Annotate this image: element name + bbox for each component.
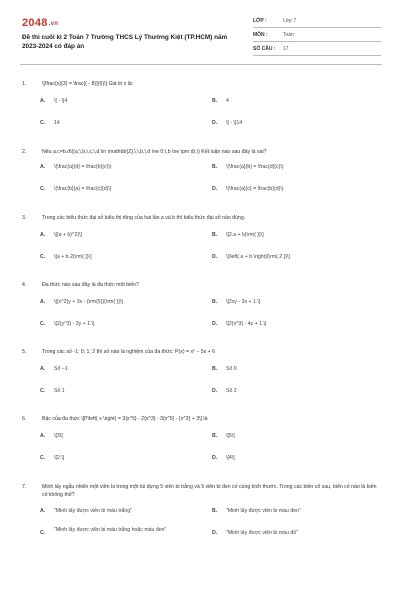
question-number: 4. bbox=[22, 282, 27, 288]
question-text: Trong các biểu thức đại số biểu thị tổng của hai lần a và b thì biểu thức đại số nào đúng. bbox=[42, 215, 246, 221]
header-divider bbox=[20, 64, 382, 65]
question-stem bbox=[22, 80, 382, 88]
option-d[interactable]: D. \(\frac{a}{c} = \frac{b}{d}\) bbox=[212, 186, 284, 192]
question-number: 1. bbox=[22, 81, 27, 87]
option-a[interactable]: A. \(\frac{a}{d} = \frac{b}{c}\) bbox=[40, 164, 112, 170]
option-d[interactable]: D. \[\left( a + b \right){\rm{.2 }}\] bbox=[212, 254, 290, 260]
option-d[interactable]: D. Số 2 bbox=[212, 388, 237, 394]
option-b[interactable]: B. 4 bbox=[212, 98, 229, 104]
meta-class-label: LỚP : bbox=[253, 18, 267, 24]
option-a[interactable]: A. \[ - \]4 bbox=[40, 98, 68, 104]
meta-class-row bbox=[253, 14, 381, 28]
question-list bbox=[22, 80, 382, 552]
question-6 bbox=[22, 415, 382, 477]
answer-options bbox=[22, 164, 382, 208]
option-c[interactable]: C. \(\frac{b}{a} = \frac{c}{d}\) bbox=[40, 186, 112, 192]
option-c[interactable]: C. \[a + b.2{\rm{ }}\] bbox=[40, 254, 92, 260]
question-stem bbox=[22, 348, 382, 356]
option-a[interactable]: A. \[(a + b)^2}\] bbox=[40, 232, 82, 238]
question-text: Trong các số -1; 0; 1; 2 thì số nào là nghiệm của đa thức: P(x) = x² − 5x + 6 bbox=[42, 349, 215, 355]
question-stem bbox=[22, 281, 382, 289]
option-a[interactable]: A. Số −1 bbox=[40, 366, 68, 372]
option-d[interactable]: D. \[ - \]14 bbox=[212, 120, 243, 126]
question-text: Nếu a.c=b.d\((a,\,b,\,c,\,d \in \mathbb{Z},\,\,b,\,d \ne 0;\,b \ne \pm d).\) Kết luận nào sau đây là sai? bbox=[42, 149, 267, 155]
option-a[interactable]: A. \[{x^2}y + 3x - {\rm{5}}{\rm{ }}\] bbox=[40, 299, 123, 305]
option-c[interactable]: C. \[2{y^3} - 3y + 1.\] bbox=[40, 321, 95, 327]
option-c[interactable]: C. 14 bbox=[40, 120, 60, 126]
question-stem bbox=[22, 483, 382, 499]
question-number: 5. bbox=[22, 349, 27, 355]
option-b[interactable]: B. \[2.a + b{\rm{ }}\] bbox=[212, 232, 264, 238]
meta-subject-value: Toán bbox=[283, 32, 294, 38]
exam-title: Đề thi cuối kì 2 Toán 7 Trường THCS Lý Thường Kiệt (TP.HCM) năm 2023-2024 có đáp án bbox=[22, 34, 228, 50]
meta-count-row bbox=[253, 42, 381, 56]
option-a[interactable]: A. "Minh lấy được viên bi màu trắng" bbox=[40, 508, 133, 514]
question-number: 2. bbox=[22, 149, 27, 155]
question-5 bbox=[22, 348, 382, 410]
answer-options bbox=[22, 433, 382, 477]
option-b[interactable]: B. "Minh lấy được viên bi màu đen" bbox=[212, 508, 301, 514]
option-a[interactable]: A. \[3\] bbox=[40, 433, 63, 439]
meta-count-value: 17 bbox=[283, 46, 289, 52]
answer-options bbox=[22, 508, 382, 552]
option-b[interactable]: B. \[5\] bbox=[212, 433, 235, 439]
site-logo[interactable]: 2048.vn bbox=[22, 17, 59, 29]
question-text: Minh lấy ngẫu nhiên một viên bi trong một túi đựng 5 viên bi trắng và 5 viên bi đen có cùng kích thước. Trong các biến cố sau, biến cố nào là biến cố không thể? bbox=[42, 484, 377, 498]
option-d[interactable]: D. \[2{x^3} - 4z + 1.\] bbox=[212, 321, 267, 327]
answer-options bbox=[22, 366, 382, 410]
question-text: Bậc của đa thức \[P\left( x \right) = 3{x^5} - 2{x^3} - 3{x^5} - {x^2} + 3\] là bbox=[42, 416, 208, 422]
question-7 bbox=[22, 483, 382, 552]
question-stem bbox=[22, 415, 382, 423]
meta-subject-label: MÔN : bbox=[253, 32, 268, 38]
meta-class-value: Lớp 7 bbox=[283, 18, 297, 24]
question-3 bbox=[22, 214, 382, 276]
option-b[interactable]: B. Số 0 bbox=[212, 366, 237, 372]
answer-options bbox=[22, 299, 382, 343]
question-number: 6. bbox=[22, 416, 27, 422]
question-2 bbox=[22, 148, 382, 208]
question-number: 7. bbox=[22, 484, 27, 490]
answer-options bbox=[22, 232, 382, 276]
option-c[interactable]: C. "Minh lấy được viên bi màu trắng hoặc màu đen" bbox=[40, 527, 167, 536]
question-number: 3. bbox=[22, 215, 27, 221]
option-b[interactable]: B. \(\frac{a}{b} = \frac{d}{c}\) bbox=[212, 164, 284, 170]
question-text: \[\frac{x}{3} = \frac{( - 8)}{6}\] Giá trị x là: bbox=[42, 81, 134, 87]
question-text: Đa thức nào sau đây là đa thức một biến? bbox=[42, 282, 139, 288]
option-d[interactable]: D. "Minh lấy được viên bi màu đỏ" bbox=[212, 530, 298, 536]
exam-meta bbox=[253, 14, 381, 56]
question-stem bbox=[22, 148, 382, 156]
question-stem bbox=[22, 214, 382, 222]
question-1 bbox=[22, 80, 382, 142]
option-c[interactable]: C. \[2.\] bbox=[40, 455, 65, 461]
option-d[interactable]: D. \[4\] bbox=[212, 455, 235, 461]
page-header bbox=[0, 0, 400, 62]
option-b[interactable]: B. \[2xy - 3x + 1.\] bbox=[212, 299, 261, 305]
meta-subject-row bbox=[253, 28, 381, 42]
answer-options bbox=[22, 98, 382, 142]
question-4 bbox=[22, 281, 382, 343]
meta-count-label: SỐ CÂU : bbox=[253, 46, 276, 52]
option-c[interactable]: C. Số 1 bbox=[40, 388, 65, 394]
